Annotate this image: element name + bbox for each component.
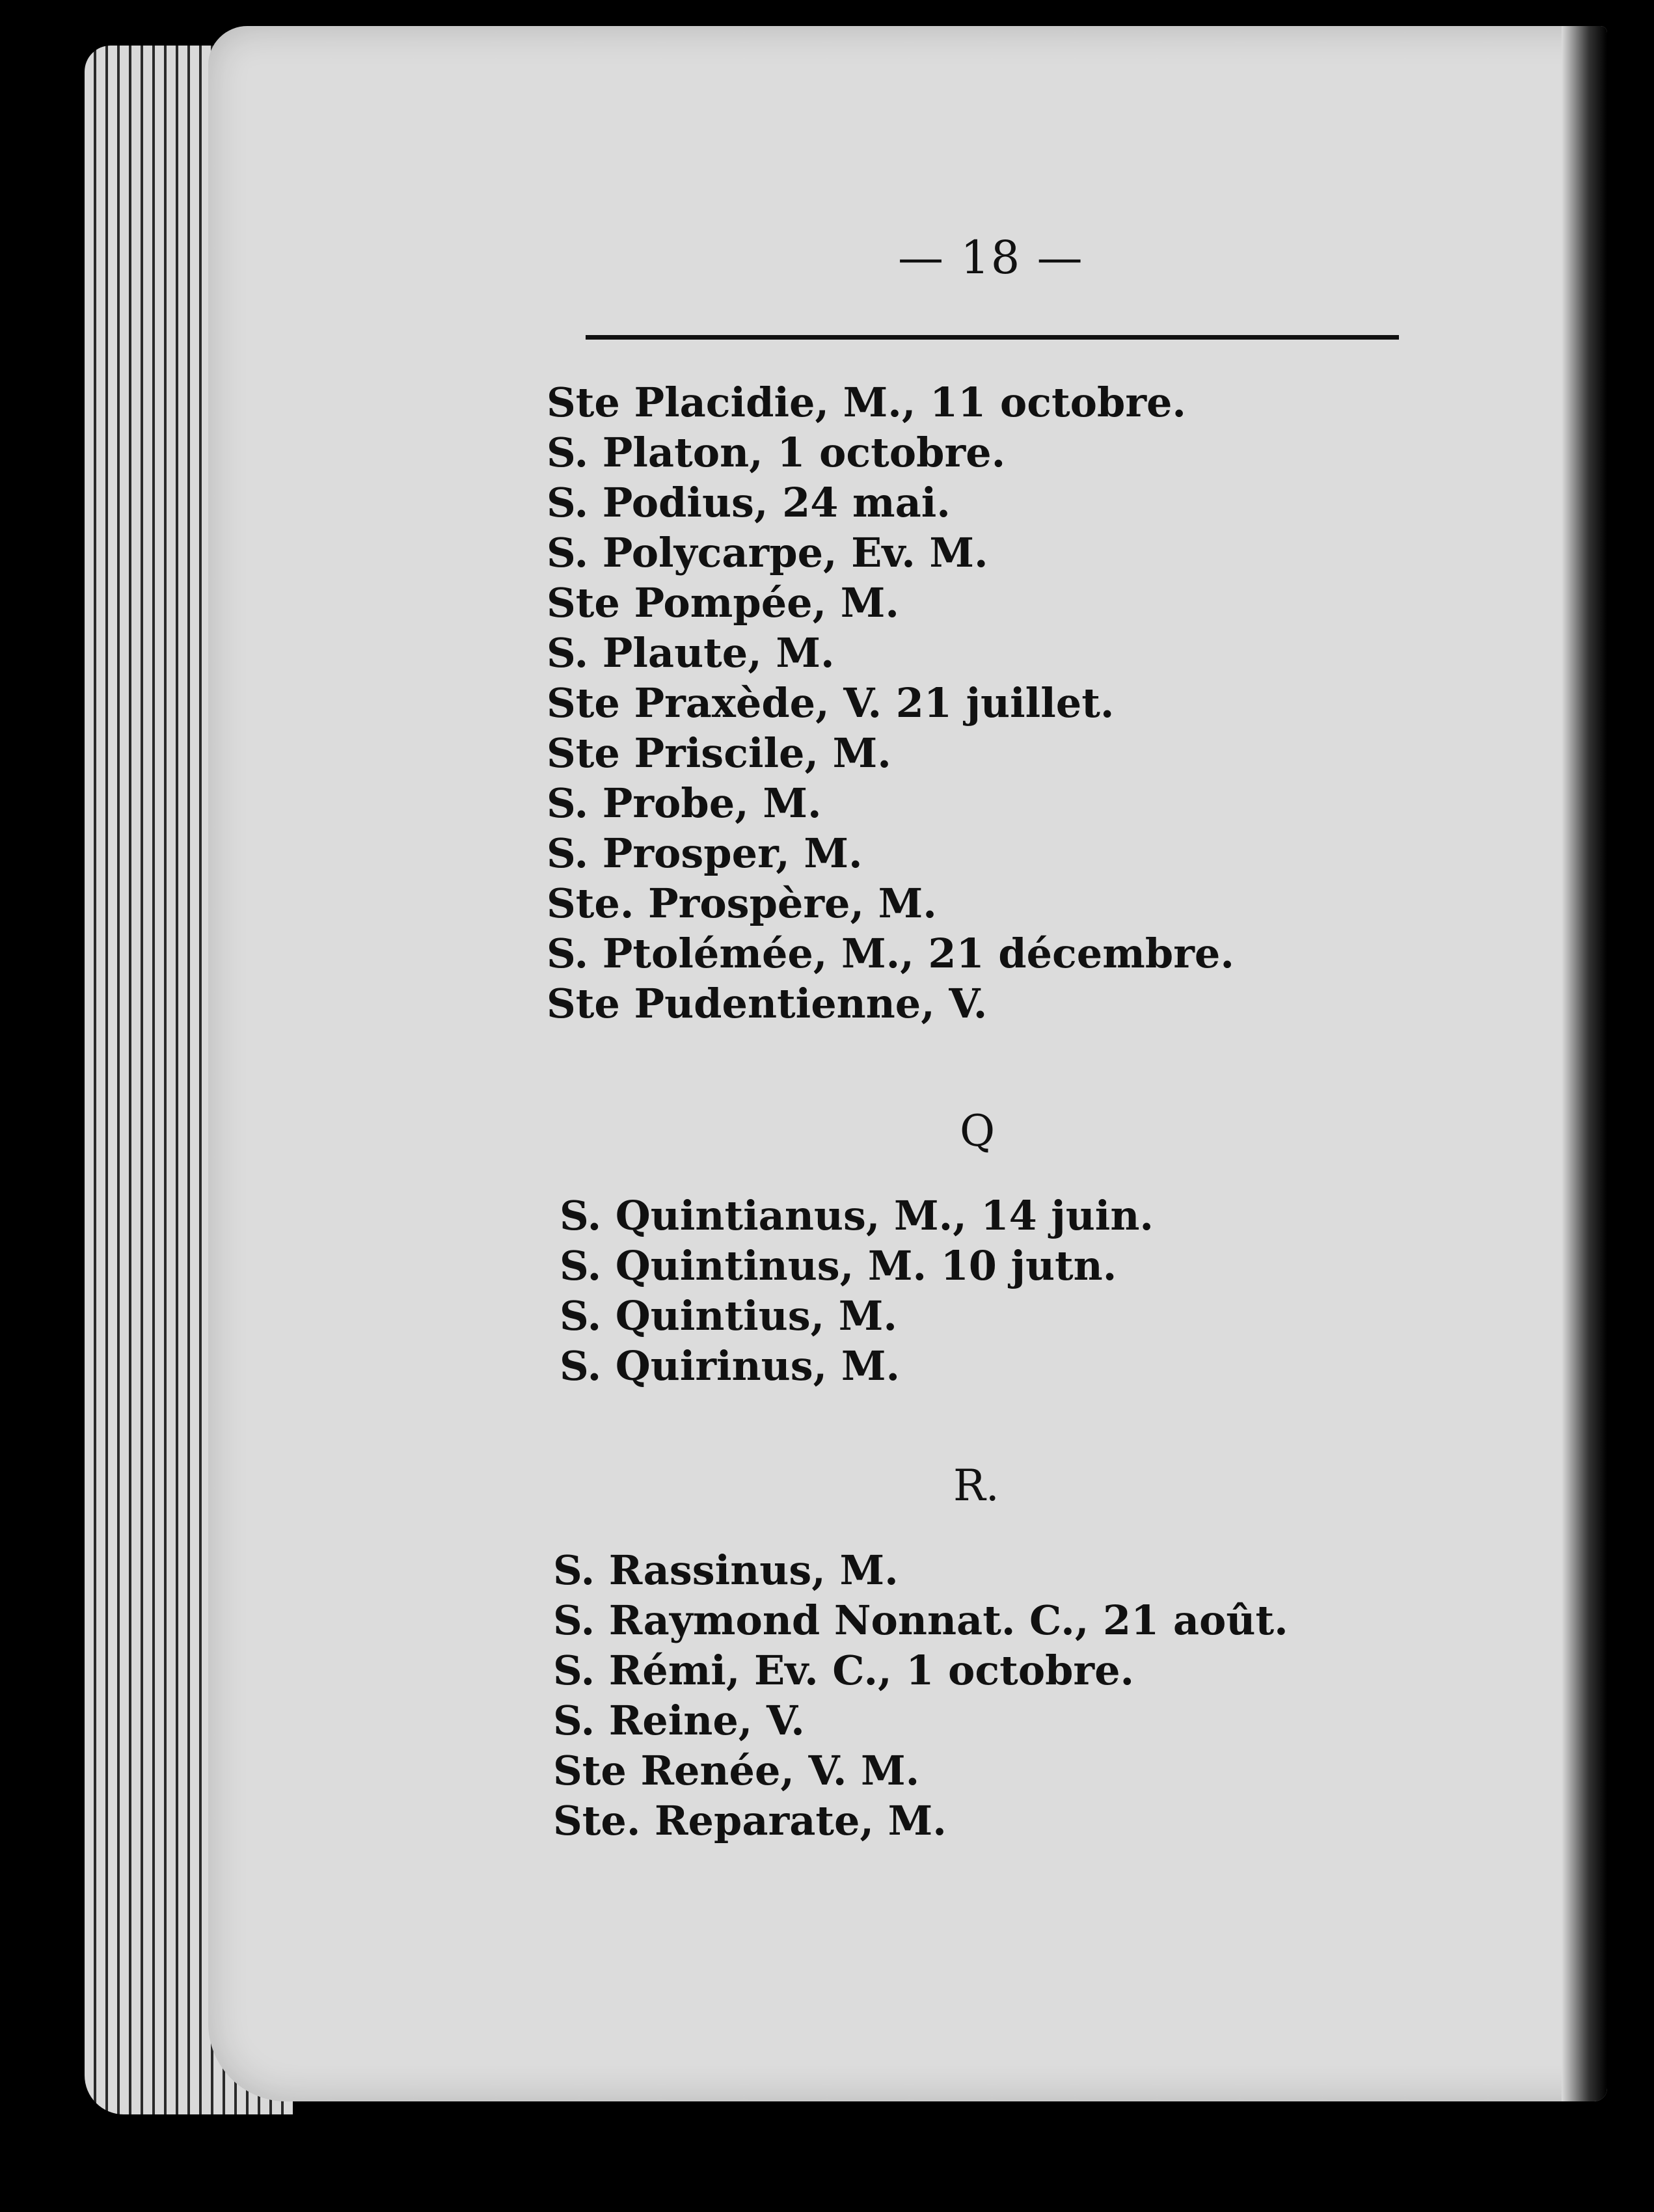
entries-q [560,1191,1536,1391]
entry: Ste Priscile, M. [547,729,891,777]
gutter-shadow [1562,26,1607,2101]
section-heading-r: R. [953,1461,999,1511]
entry: S. Reine, V. [553,1697,805,1744]
entry: S. Platon, 1 octobre. [547,429,1006,476]
entry: Ste Placidie, M., 11 octobre. [547,379,1187,426]
entry: S. Podius, 24 mai. [547,479,951,526]
entry: Ste Pompée, M. [547,579,899,627]
entry: S. Rémi, Ev. C., 1 octobre. [553,1647,1135,1694]
header-rule [586,335,1399,340]
entry: S. Plaute, M. [547,629,835,677]
entry: S. Probe, M. [547,779,822,827]
entries-p [547,377,1523,1029]
entry: S. Quintius, M. [560,1292,898,1340]
entry: S. Ptolémée, M., 21 décembre. [547,930,1234,977]
entry: Ste Renée, V. M. [553,1747,920,1794]
entries-r [553,1545,1529,1846]
entry: Ste Pudentienne, V. [547,980,988,1027]
entry: S. Prosper, M. [547,830,863,877]
entry: Ste. Reparate, M. [553,1797,947,1844]
entry: S. Raymond Nonnat. C., 21 août. [553,1597,1288,1644]
entry: Ste. Prospère, M. [547,880,937,927]
entry: S. Quintianus, M., 14 juin. [560,1192,1154,1239]
entry: S. Quintinus, M. 10 jutn. [560,1242,1117,1289]
entry: Ste Praxède, V. 21 juillet. [547,679,1115,727]
entry: S. Quirinus, M. [560,1342,901,1390]
entry: S. Polycarpe, Ev. M. [547,529,988,576]
entry: S. Rassinus, M. [553,1546,899,1594]
page-number: — 18 — [898,231,1084,284]
section-heading-q: Q [960,1106,996,1156]
